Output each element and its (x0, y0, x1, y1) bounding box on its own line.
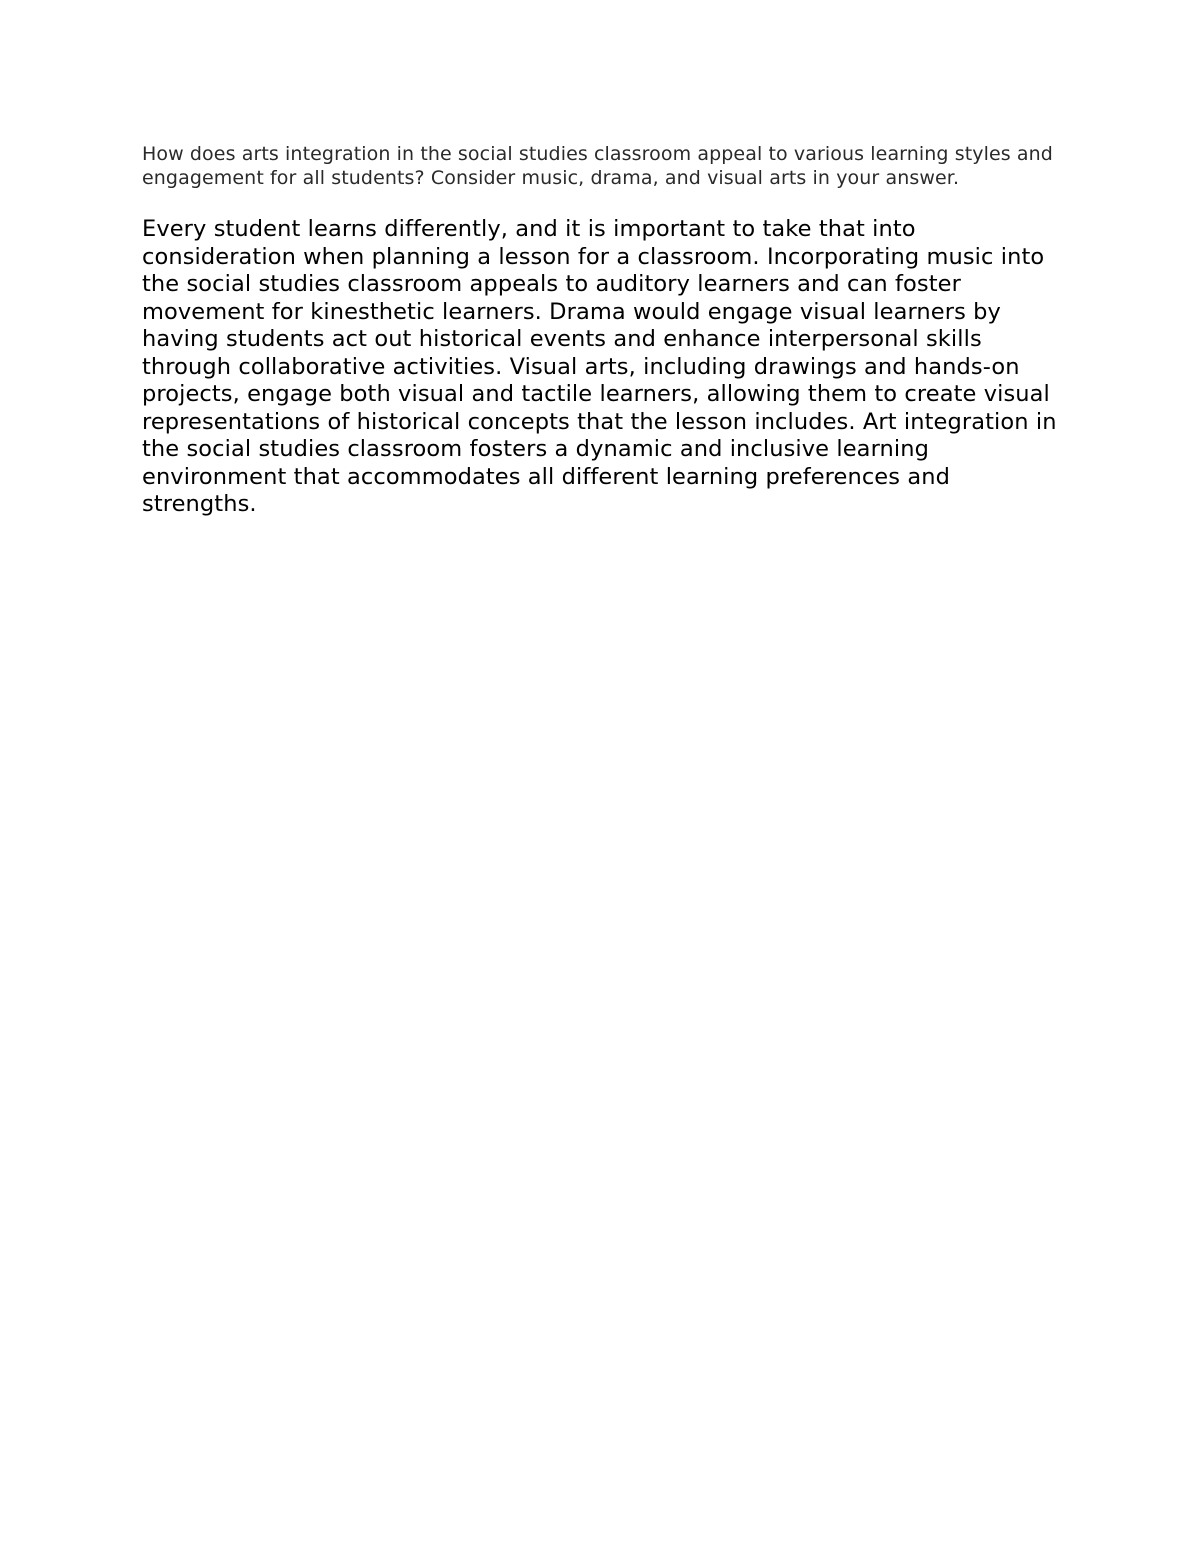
document-body (142, 142, 1062, 519)
answer-paragraph: Every student learns differently, and it is important to take that into consideration when planning a lesson for a classroom. Incorporating music into the social studies classroom appeals to auditory learners and can foster movement for kinesthetic learners. Drama would engage visual learners by having students act out historical events and enhance interpersonal skills through collaborative activities. Visual arts, including drawings and hands-on projects, engage both visual and tactile learners, allowing them to create visual representations of historical concepts that the lesson includes. Art integration in the social studies classroom fosters a dynamic and inclusive learning environment that accommodates all different learning preferences and strengths. (142, 216, 1057, 517)
question-prompt: How does arts integration in the social studies classroom appeal to various learning styles and engagement for all students? Consider music, drama, and visual arts in your answer. (142, 143, 1053, 189)
